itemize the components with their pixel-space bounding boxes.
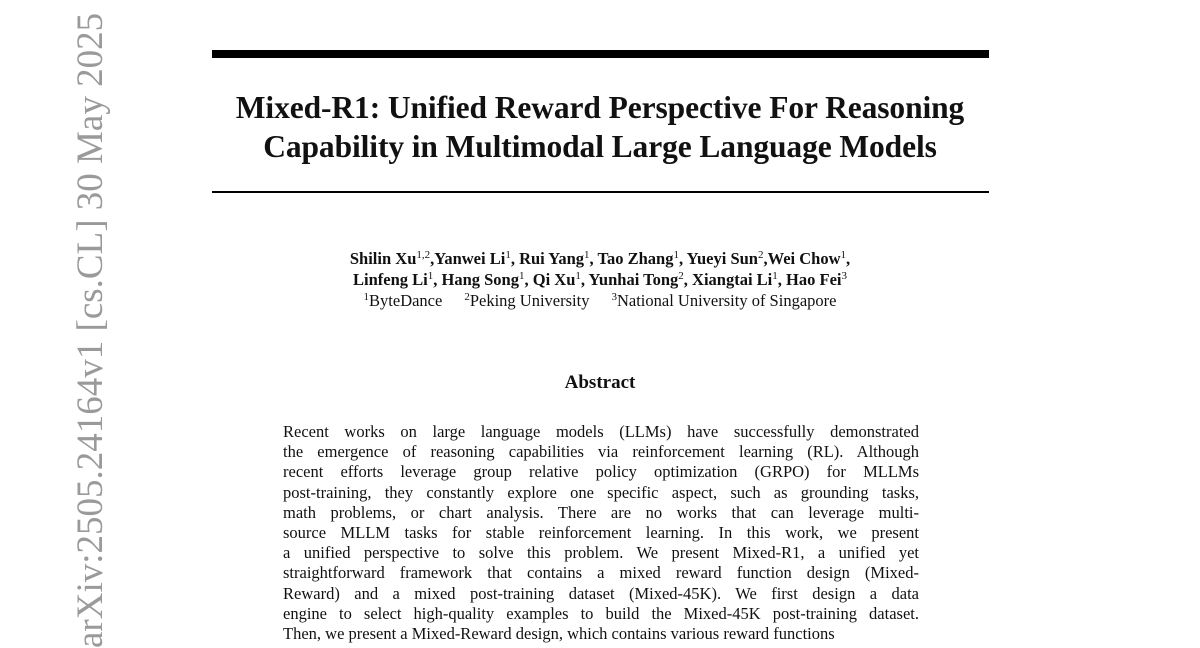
abstract-line: Reward) and a mixed post-training dataset (Mixed-45K). We first design a data: [283, 583, 919, 603]
author-separator: ,: [846, 249, 851, 268]
affiliation-item: [611, 291, 836, 310]
author-separator: ,: [589, 249, 598, 268]
author-affiliation-marker: 1: [584, 248, 590, 261]
author-separator: ,: [777, 270, 787, 289]
abstract-line: Then, we present a Mixed-Reward design, which contains various reward functions: [283, 623, 835, 643]
author-affiliation-marker: 1: [505, 248, 511, 261]
author-name: Linfeng Li: [353, 270, 428, 289]
abstract-line: source MLLM tasks for stable reinforcement learning. In this work, we present: [283, 522, 919, 542]
author-row-1: [200, 248, 1000, 269]
abstract-line: engine to select high-quality examples to build the Mixed-45K post-training dataset.: [283, 603, 919, 623]
abstract-heading: Abstract: [564, 372, 636, 393]
paper-title: [180, 88, 1020, 166]
affiliation-name: National University of Singapore: [616, 291, 837, 310]
abstract-line: straightforward framework that contains a mixed reward function design (Mixed-: [283, 563, 919, 583]
affiliation-item: [364, 291, 443, 310]
author-name: Yunhai Tong: [588, 270, 679, 289]
author-row-2: [200, 269, 1000, 290]
author-block: [200, 248, 1000, 311]
abstract-line: post-training, they constantly explore one specific aspect, such as grounding tasks,: [283, 482, 919, 502]
arxiv-identifier-stamp: arXiv:2505.24164v1 [cs.CL] 30 May 2025: [70, 12, 111, 648]
author-name: Xiangtai Li: [692, 270, 773, 289]
author-affiliation-marker: 3: [841, 269, 847, 282]
affiliation-name: ByteDance: [369, 291, 443, 310]
author-affiliation-marker: 2: [757, 248, 764, 261]
author-separator: ,: [524, 270, 533, 289]
author-separator: ,: [580, 270, 589, 289]
affiliation-name: Peking University: [469, 291, 590, 310]
author-name: Qi Xu: [532, 270, 576, 289]
author-affiliation-marker: 1,2: [416, 248, 431, 261]
author-separator: ,: [430, 249, 435, 268]
author-name: Shilin Xu: [349, 249, 417, 268]
affiliation-item: [464, 291, 589, 310]
author-name: Hang Song: [441, 270, 519, 289]
author-affiliation-marker: 1: [840, 248, 846, 261]
affiliation-number: 2: [464, 290, 470, 303]
abstract-line: recent efforts leverage group relative policy optimization (GRPO) for MLLMs: [283, 462, 919, 482]
author-name: Hao Fei: [786, 270, 842, 289]
author-separator: ,: [678, 249, 687, 268]
title-line-1: Mixed-R1: Unified Reward Perspective For Reasoning: [235, 90, 965, 125]
abstract-line: the emergence of reasoning capabilities via reinforcement learning (RL). Although: [283, 442, 919, 462]
author-separator: ,: [510, 249, 520, 268]
abstract-line: math problems, or chart analysis. There are no works that can leverage multi-: [283, 502, 919, 522]
author-affiliation-marker: 1: [673, 248, 679, 261]
title-top-rule: [212, 50, 989, 58]
author-separator: ,: [763, 249, 768, 268]
title-bottom-rule: [212, 191, 989, 193]
author-name: Yueyi Sun: [686, 249, 758, 268]
author-name: Yanwei Li: [434, 249, 506, 268]
title-line-2: Capability in Multimodal Large Language Models: [263, 129, 937, 164]
author-affiliation-marker: 1: [575, 269, 581, 282]
author-affiliation-marker: 1: [772, 269, 778, 282]
author-affiliation-marker: 2: [678, 269, 684, 282]
author-name: Wei Chow: [767, 249, 841, 268]
author-name: Rui Yang: [519, 249, 585, 268]
author-name: Tao Zhang: [597, 249, 674, 268]
author-affiliation-marker: 1: [519, 269, 525, 282]
affiliation-number: 1: [363, 290, 370, 303]
author-separator: ,: [683, 270, 693, 289]
affiliation-number: 3: [611, 290, 617, 303]
author-separator: ,: [433, 270, 442, 289]
abstract-line: a unified perspective to solve this problem. We present Mixed-R1, a unified yet: [283, 543, 919, 563]
abstract-body: [283, 422, 919, 644]
affiliation-row: [200, 290, 1000, 311]
author-affiliation-marker: 1: [427, 269, 434, 282]
abstract-line: Recent works on large language models (LLMs) have successfully demonstrated: [283, 422, 919, 441]
